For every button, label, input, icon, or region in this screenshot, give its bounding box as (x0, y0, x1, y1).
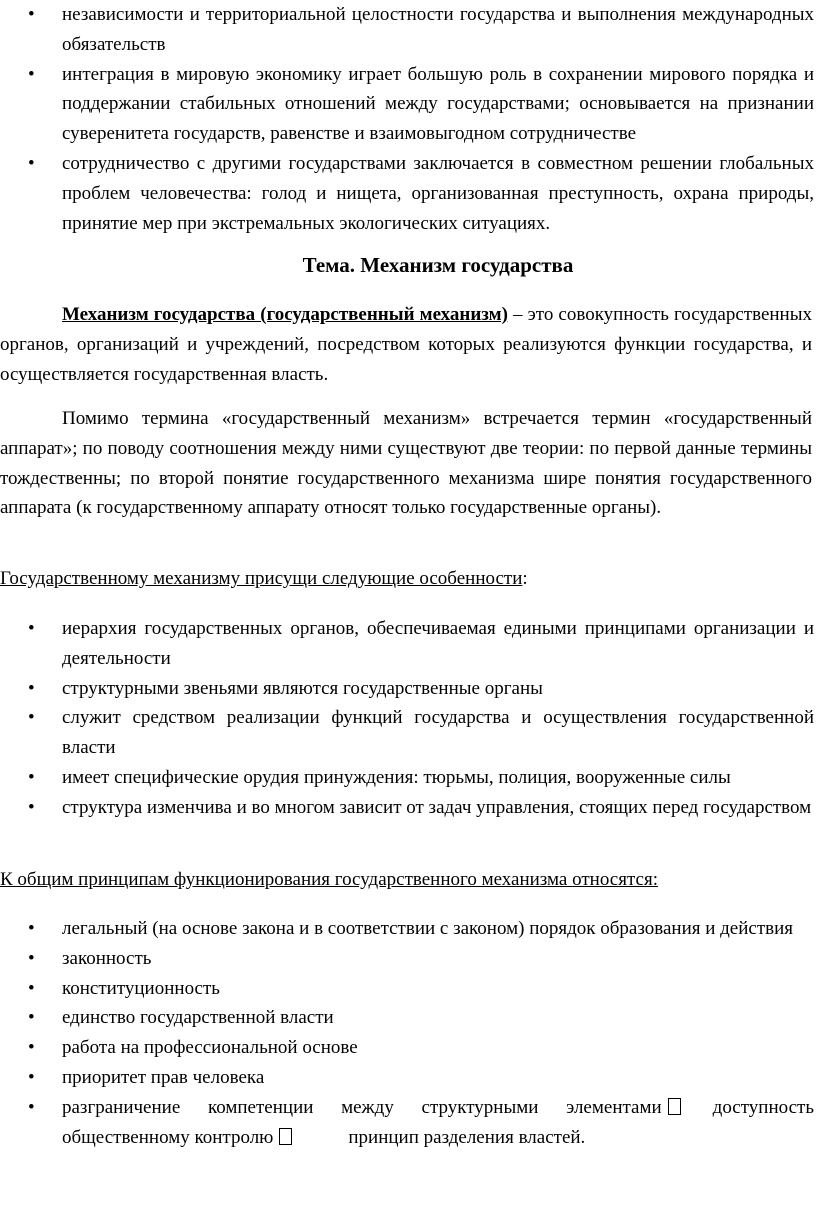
apparatus-paragraph: Помимо термина «государственный механизм» встречается термин «государственный аппарат»; по поводу соотношения между ними существуют две теории: по первой данные термины тождественны; по второй понятие государственного механизма шире понятия государственного аппарата (к государственному аппарату относят только государственные органы). (0, 408, 812, 519)
list-item: • единство государственной власти (0, 1003, 816, 1033)
list-item: • законность (0, 944, 816, 974)
principles-list (0, 914, 816, 1152)
features-lead-suffix: : (522, 568, 528, 589)
definition-text: – это совокупность государственных органов, организаций и учреждений, посредством которых реализуются функции государства, и осуществляется государственная власть. (0, 304, 812, 385)
goals-list (0, 0, 816, 238)
principle-part: принцип разделения властей. (348, 1126, 586, 1148)
features-lead (0, 564, 816, 594)
list-item: • интеграция в мировую экономику играет большую роль в сохранении мирового порядка и поддержании стабильных отношений между государствами; основывается на признании суверенитета государств, равенстве и взаимовыгодном сотрудничестве (0, 60, 816, 149)
principle-part: доступность общественному контролю (62, 1096, 814, 1148)
list-item: • имеет специфические орудия принуждения: тюрьмы, полиция, вооруженные силы (0, 763, 816, 793)
list-item: • приоритет прав человека (0, 1063, 816, 1093)
list-item: • сотрудничество с другими государствами заключается в совместном решении глобальных проблем человечества: голод и нищета, организованная преступность, охрана природы, принятие мер при экстремальных экологических ситуациях. (0, 149, 816, 238)
principles-lead-text: К общим принципам функционирования государственного механизма относятся: (0, 869, 658, 890)
features-lead-text: Государственному механизму присущи следующие особенности (0, 568, 523, 589)
topic-title: Тема. Механизм государства (302, 253, 574, 277)
definition-paragraph (0, 300, 812, 389)
missing-glyph-icon (668, 1098, 681, 1115)
list-item: • иерархия государственных органов, обеспечиваемая едиными принципами организации и деятельности (0, 614, 816, 674)
features-list (0, 614, 816, 823)
list-item: • служит средством реализации функций государства и осуществления государственной власти (0, 703, 816, 763)
list-item (0, 1093, 816, 1153)
list-item: • структура изменчива и во многом зависит от задач управления, стоящих перед государством (0, 793, 816, 823)
list-item: • структурными звеньями являются государственные органы (0, 674, 816, 704)
list-item: • независимости и территориальной целостности государства и выполнения международных обязательств (0, 0, 816, 60)
principles-lead (0, 865, 816, 895)
list-item: • работа на профессиональной основе (0, 1033, 816, 1063)
definition-term: Механизм государства (государственный механизм) (62, 304, 508, 325)
list-item: • конституционность (0, 974, 816, 1004)
principle-part: разграничение компетенции между структурными элементами (62, 1096, 662, 1118)
missing-glyph-icon (279, 1128, 292, 1145)
list-item: • легальный (на основе закона и в соответствии с законом) порядок образования и действия (0, 914, 816, 944)
